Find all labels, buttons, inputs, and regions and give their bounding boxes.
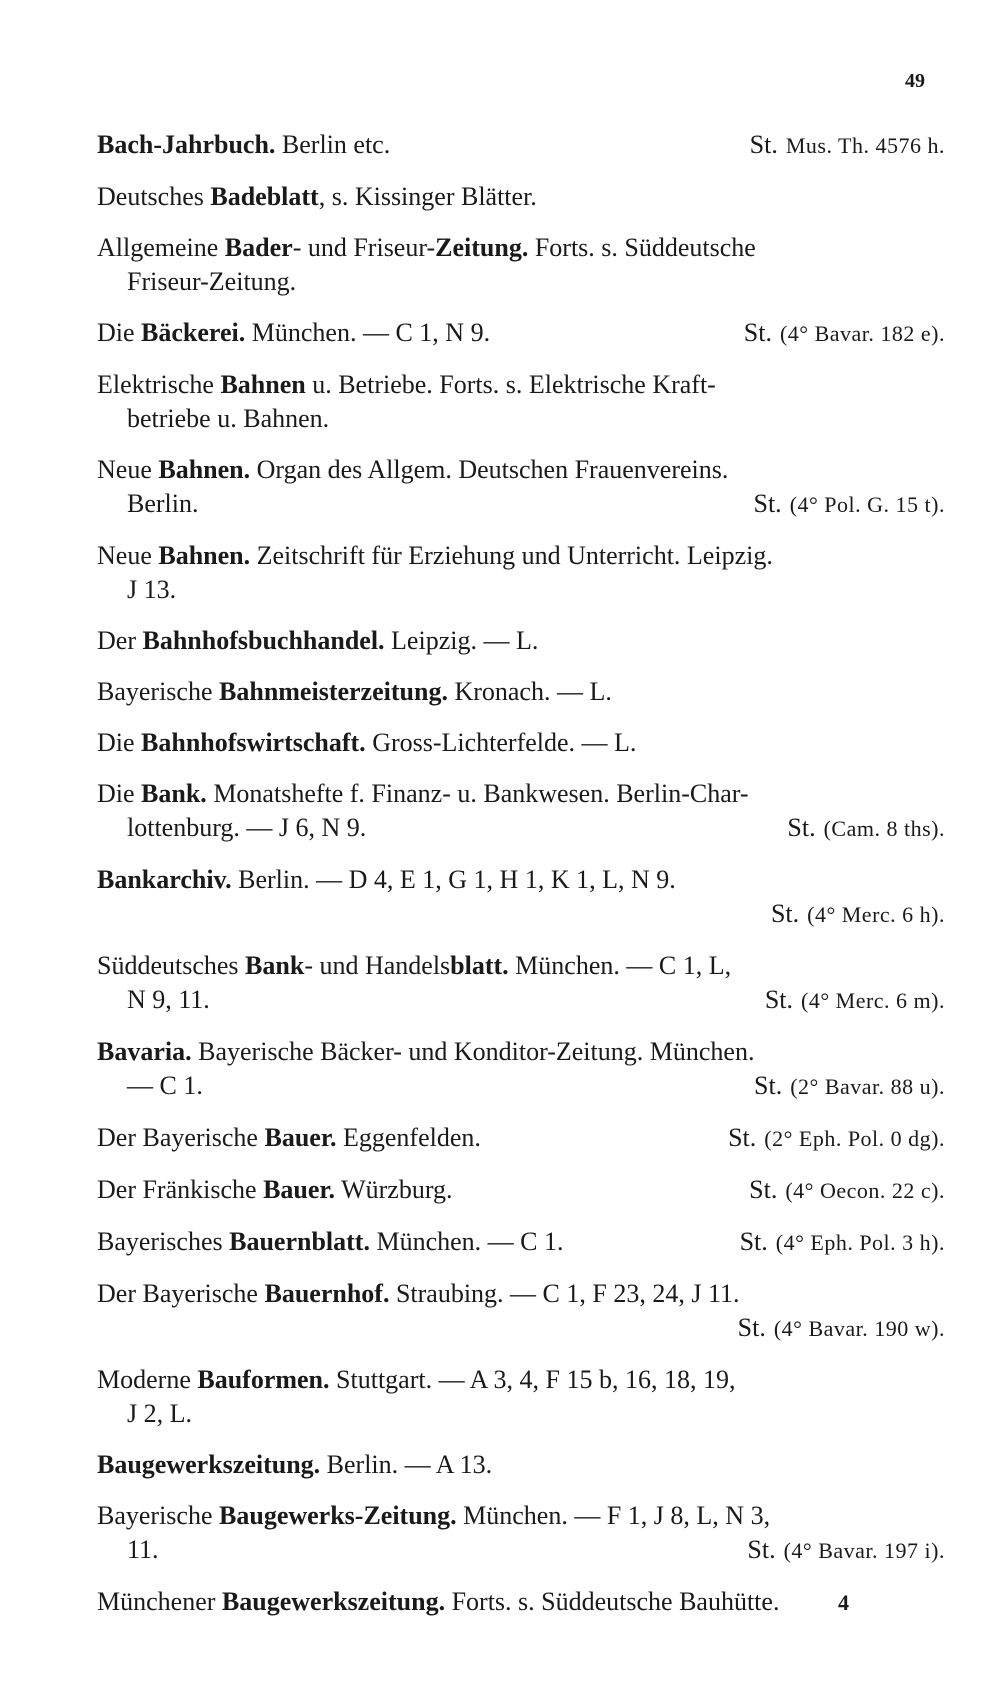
entry-continuation-line xyxy=(97,573,945,607)
entry-title-text xyxy=(97,1277,740,1311)
entry-first-line xyxy=(97,624,945,658)
periodical-keyword: Bahnen. xyxy=(158,455,251,484)
entry-text: — C 1. xyxy=(127,1071,203,1100)
shelfmark xyxy=(747,1533,945,1568)
catalog-entry xyxy=(97,1173,945,1208)
entry-title-text xyxy=(97,316,490,350)
entry-text: München. — C 1. xyxy=(369,1227,564,1256)
periodical-keyword: Bank xyxy=(245,951,305,980)
periodical-keyword: Bauer. xyxy=(264,1123,337,1152)
entry-title-text xyxy=(97,180,537,214)
shelfmark-location: (4° Bavar. 197 i). xyxy=(783,1538,945,1563)
shelfmark-location: (2° Bavar. 88 u). xyxy=(790,1074,945,1099)
shelfmark-prefix: St. xyxy=(764,985,794,1014)
entry-text: J 2, L. xyxy=(127,1399,192,1428)
shelfmark-prefix: St. xyxy=(787,813,816,842)
shelfmark xyxy=(744,316,945,351)
periodical-keyword: Bahnen xyxy=(220,370,306,399)
entry-text: Forts. s. Süddeutsche xyxy=(528,233,756,262)
shelfmark xyxy=(765,983,945,1018)
periodical-keyword: Bauer. xyxy=(263,1175,336,1204)
shelfmark-location: (4° Merc. 6 h). xyxy=(807,902,945,927)
shelfmark xyxy=(750,128,945,163)
periodical-keyword: Bauernhof. xyxy=(264,1279,390,1308)
entry-text: Bayerisches xyxy=(97,1227,230,1256)
catalog-entry xyxy=(97,453,945,522)
entry-text: lottenburg. — J 6, N 9. xyxy=(127,813,367,842)
entry-title-text xyxy=(97,1035,754,1069)
entry-title-text xyxy=(97,1499,770,1533)
shelfmark xyxy=(740,1225,945,1260)
entry-title-text xyxy=(97,1225,564,1259)
entry-title-text xyxy=(97,453,728,487)
entry-text: Die xyxy=(97,318,142,347)
entry-text: Der Bayerische xyxy=(97,1123,265,1152)
entry-text: Berlin. xyxy=(127,489,199,518)
catalog-entry xyxy=(97,1277,945,1346)
entry-title-text xyxy=(97,1448,492,1482)
shelfmark-location: (4° Pol. G. 15 t). xyxy=(789,492,945,517)
periodical-keyword: Bahnen. xyxy=(158,541,251,570)
entry-text: Berlin etc. xyxy=(275,130,391,159)
periodical-keyword: Bavaria. xyxy=(97,1037,192,1066)
shelfmark-location: (4° Oecon. 22 c). xyxy=(785,1178,945,1203)
entry-title-text xyxy=(97,368,716,402)
entry-continuation-line xyxy=(97,811,945,846)
entry-first-line xyxy=(97,1173,945,1208)
entry-shelfmark-line xyxy=(97,1311,945,1346)
entry-first-line xyxy=(97,1277,945,1311)
periodical-keyword: Baugewerks-Zeitung. xyxy=(219,1501,457,1530)
catalog-entry xyxy=(97,1035,945,1104)
entry-title-text xyxy=(97,777,749,811)
shelfmark-prefix: St. xyxy=(728,1123,757,1152)
entry-title-text xyxy=(97,863,676,897)
entry-text: Moderne xyxy=(97,1365,198,1394)
entry-title-text xyxy=(97,949,731,983)
shelfmark-prefix: St. xyxy=(753,489,782,518)
entry-text: , s. Kissinger Blätter. xyxy=(318,182,537,211)
entry-text: u. Betriebe. Forts. s. Elektrische Kraft- xyxy=(305,370,716,399)
entry-text: Süddeutsches xyxy=(97,951,246,980)
catalog-entry xyxy=(97,675,945,709)
periodical-keyword: Bäckerei. xyxy=(141,318,246,347)
entry-title-text xyxy=(97,675,612,709)
entry-first-line xyxy=(97,539,945,573)
shelfmark-location: (4° Merc. 6 m). xyxy=(801,988,945,1013)
entry-text: Kronach. — L. xyxy=(447,677,612,706)
shelfmark xyxy=(749,1173,945,1208)
periodical-keyword: Bach-Jahrbuch. xyxy=(97,130,276,159)
entry-text: Organ des Allgem. Deutschen Frauenvereins. xyxy=(250,455,729,484)
entry-text: Eggenfelden. xyxy=(336,1123,481,1152)
catalog-entry xyxy=(97,368,945,436)
catalog-entry xyxy=(97,1585,945,1619)
entry-text: N 9, 11. xyxy=(127,985,210,1014)
entry-first-line xyxy=(97,368,945,402)
entry-first-line xyxy=(97,1448,945,1482)
entry-text: Der Bayerische xyxy=(97,1279,265,1308)
shelfmark xyxy=(787,811,945,846)
periodical-keyword: Bahnhofswirtschaft. xyxy=(141,728,366,757)
shelfmark-prefix: St. xyxy=(747,1535,776,1564)
entry-continuation-line xyxy=(97,1397,945,1431)
shelfmark-location: Mus. Th. 4576 h. xyxy=(785,133,945,158)
entry-title-text xyxy=(97,624,538,658)
shelfmark xyxy=(754,487,946,522)
shelfmark-prefix: St. xyxy=(749,1175,778,1204)
entry-first-line xyxy=(97,949,945,983)
entry-text: Straubing. — C 1, F 23, 24, J 11. xyxy=(389,1279,740,1308)
catalog-entry xyxy=(97,1121,945,1156)
entry-text: Berlin. — D 4, E 1, G 1, H 1, K 1, L, N 9. xyxy=(231,865,676,894)
entry-text: J 13. xyxy=(127,575,177,604)
entry-first-line xyxy=(97,316,945,351)
periodical-keyword: Bauernblatt. xyxy=(229,1227,370,1256)
entry-continuation-line xyxy=(97,265,945,299)
periodical-keyword: Bankarchiv. xyxy=(97,865,232,894)
entry-title-text xyxy=(97,1121,481,1155)
shelfmark-location: (4° Eph. Pol. 3 h). xyxy=(775,1230,945,1255)
shelfmark-location: (2° Eph. Pol. 0 dg). xyxy=(764,1126,945,1151)
entry-text: Neue xyxy=(97,455,159,484)
catalog-entry xyxy=(97,1448,945,1482)
shelfmark-prefix: St. xyxy=(743,318,772,347)
entry-first-line xyxy=(97,180,945,214)
catalog-entry xyxy=(97,1225,945,1260)
entry-title-text xyxy=(97,1173,453,1207)
entry-continuation-line xyxy=(97,402,945,436)
catalog-entries xyxy=(97,128,945,1636)
entry-text: Bayerische xyxy=(97,1501,220,1530)
entry-text: Der xyxy=(97,626,143,655)
periodical-keyword: Bank. xyxy=(141,779,207,808)
shelfmark-prefix: St. xyxy=(770,899,800,928)
periodical-keyword: blatt. xyxy=(450,951,509,980)
entry-text: Würzburg. xyxy=(335,1175,453,1204)
entry-text: Münchener xyxy=(97,1587,222,1616)
shelfmark-location: (4° Bavar. 190 w). xyxy=(773,1316,945,1341)
entry-title-text xyxy=(97,231,756,265)
periodical-keyword: Baugewerkszeitung. xyxy=(221,1587,446,1616)
catalog-entry xyxy=(97,231,945,299)
entry-continuation-line xyxy=(97,1533,945,1568)
catalog-entry xyxy=(97,726,945,760)
periodical-keyword: Bahnmeisterzeitung. xyxy=(219,677,448,706)
entry-text: Allgemeine xyxy=(97,233,225,262)
catalog-entry xyxy=(97,1499,945,1568)
catalog-entry xyxy=(97,624,945,658)
shelfmark xyxy=(771,897,945,932)
catalog-entry xyxy=(97,777,945,846)
entry-first-line xyxy=(97,1225,945,1260)
entry-text: Monatshefte f. Finanz- u. Bankwesen. Berlin-Char- xyxy=(206,779,749,808)
entry-text: - und Friseur- xyxy=(292,233,436,262)
entry-first-line xyxy=(97,1035,945,1069)
entry-text: - und Handels xyxy=(304,951,451,980)
catalog-entry xyxy=(97,539,945,607)
entry-text: München. — F 1, J 8, L, N 3, xyxy=(456,1501,771,1530)
entry-text: Elektrische xyxy=(97,370,221,399)
periodical-keyword: Zeitung. xyxy=(435,233,529,262)
periodical-keyword: Badeblatt xyxy=(210,182,319,211)
entry-first-line xyxy=(97,777,945,811)
shelfmark xyxy=(728,1121,945,1156)
entry-title-text xyxy=(97,1585,779,1619)
shelfmark-location: (Cam. 8 ths). xyxy=(823,816,945,841)
entry-text: Bayerische xyxy=(97,677,220,706)
entry-first-line xyxy=(97,1585,945,1619)
entry-continuation-line xyxy=(97,1069,945,1104)
entry-title-text xyxy=(97,128,390,162)
entry-text: Zeitschrift für Erziehung und Unterricht. Leipzig. xyxy=(250,541,773,570)
periodical-keyword: Bahnhofsbuchhandel. xyxy=(142,626,385,655)
page-number: 49 xyxy=(905,70,925,92)
entry-text: Gross-Lichterfelde. — L. xyxy=(365,728,637,757)
entry-text: Stuttgart. — A 3, 4, F 15 b, 16, 18, 19, xyxy=(329,1365,736,1394)
entry-title-text xyxy=(97,539,773,573)
entry-first-line xyxy=(97,1363,945,1397)
shelfmark-location: (4° Bavar. 182 e). xyxy=(779,321,945,346)
shelfmark-prefix: St. xyxy=(739,1227,768,1256)
catalog-entry xyxy=(97,949,945,1018)
periodical-keyword: Baugewerkszeitung. xyxy=(97,1450,321,1479)
entry-text: München. — C 1, L, xyxy=(508,951,732,980)
entry-title-text xyxy=(97,726,636,760)
entry-first-line xyxy=(97,1121,945,1156)
shelfmark xyxy=(754,1069,945,1104)
shelfmark-prefix: St. xyxy=(737,1313,766,1342)
entry-first-line xyxy=(97,128,945,163)
catalog-entry xyxy=(97,316,945,351)
entry-text: Neue xyxy=(97,541,159,570)
entry-first-line xyxy=(97,231,945,265)
shelfmark-prefix: St. xyxy=(749,130,778,159)
shelfmark-prefix: St. xyxy=(754,1071,783,1100)
entry-first-line xyxy=(97,453,945,487)
entry-continuation-line xyxy=(97,487,945,522)
shelfmark xyxy=(738,1311,945,1346)
entry-text: Forts. s. Süddeutsche Bauhütte. xyxy=(445,1587,780,1616)
periodical-keyword: Bauformen. xyxy=(197,1365,330,1394)
entry-text: Die xyxy=(97,728,142,757)
entry-text: Berlin. — A 13. xyxy=(320,1450,493,1479)
entry-text: Leipzig. — L. xyxy=(384,626,539,655)
entry-continuation-line xyxy=(97,983,945,1018)
entry-text: betriebe u. Bahnen. xyxy=(127,404,330,433)
entry-first-line xyxy=(97,1499,945,1533)
entry-text: Der Fränkische xyxy=(97,1175,264,1204)
entry-first-line xyxy=(97,675,945,709)
entry-text: 11. xyxy=(127,1535,159,1564)
entry-text: Deutsches xyxy=(97,182,211,211)
catalog-entry xyxy=(97,128,945,163)
catalog-entry xyxy=(97,863,945,932)
entry-shelfmark-line xyxy=(97,897,945,932)
entry-text: Bayerische Bäcker- und Konditor-Zeitung. München. xyxy=(191,1037,755,1066)
catalog-entry xyxy=(97,180,945,214)
entry-title-text xyxy=(97,1363,735,1397)
entry-first-line xyxy=(97,863,945,897)
catalog-entry xyxy=(97,1363,945,1431)
periodical-keyword: Bader xyxy=(224,233,293,262)
signature-mark: 4 xyxy=(838,1590,849,1615)
entry-text: Friseur-Zeitung. xyxy=(127,267,297,296)
entry-text: München. — C 1, N 9. xyxy=(245,318,491,347)
entry-text: Die xyxy=(97,779,142,808)
entry-first-line xyxy=(97,726,945,760)
